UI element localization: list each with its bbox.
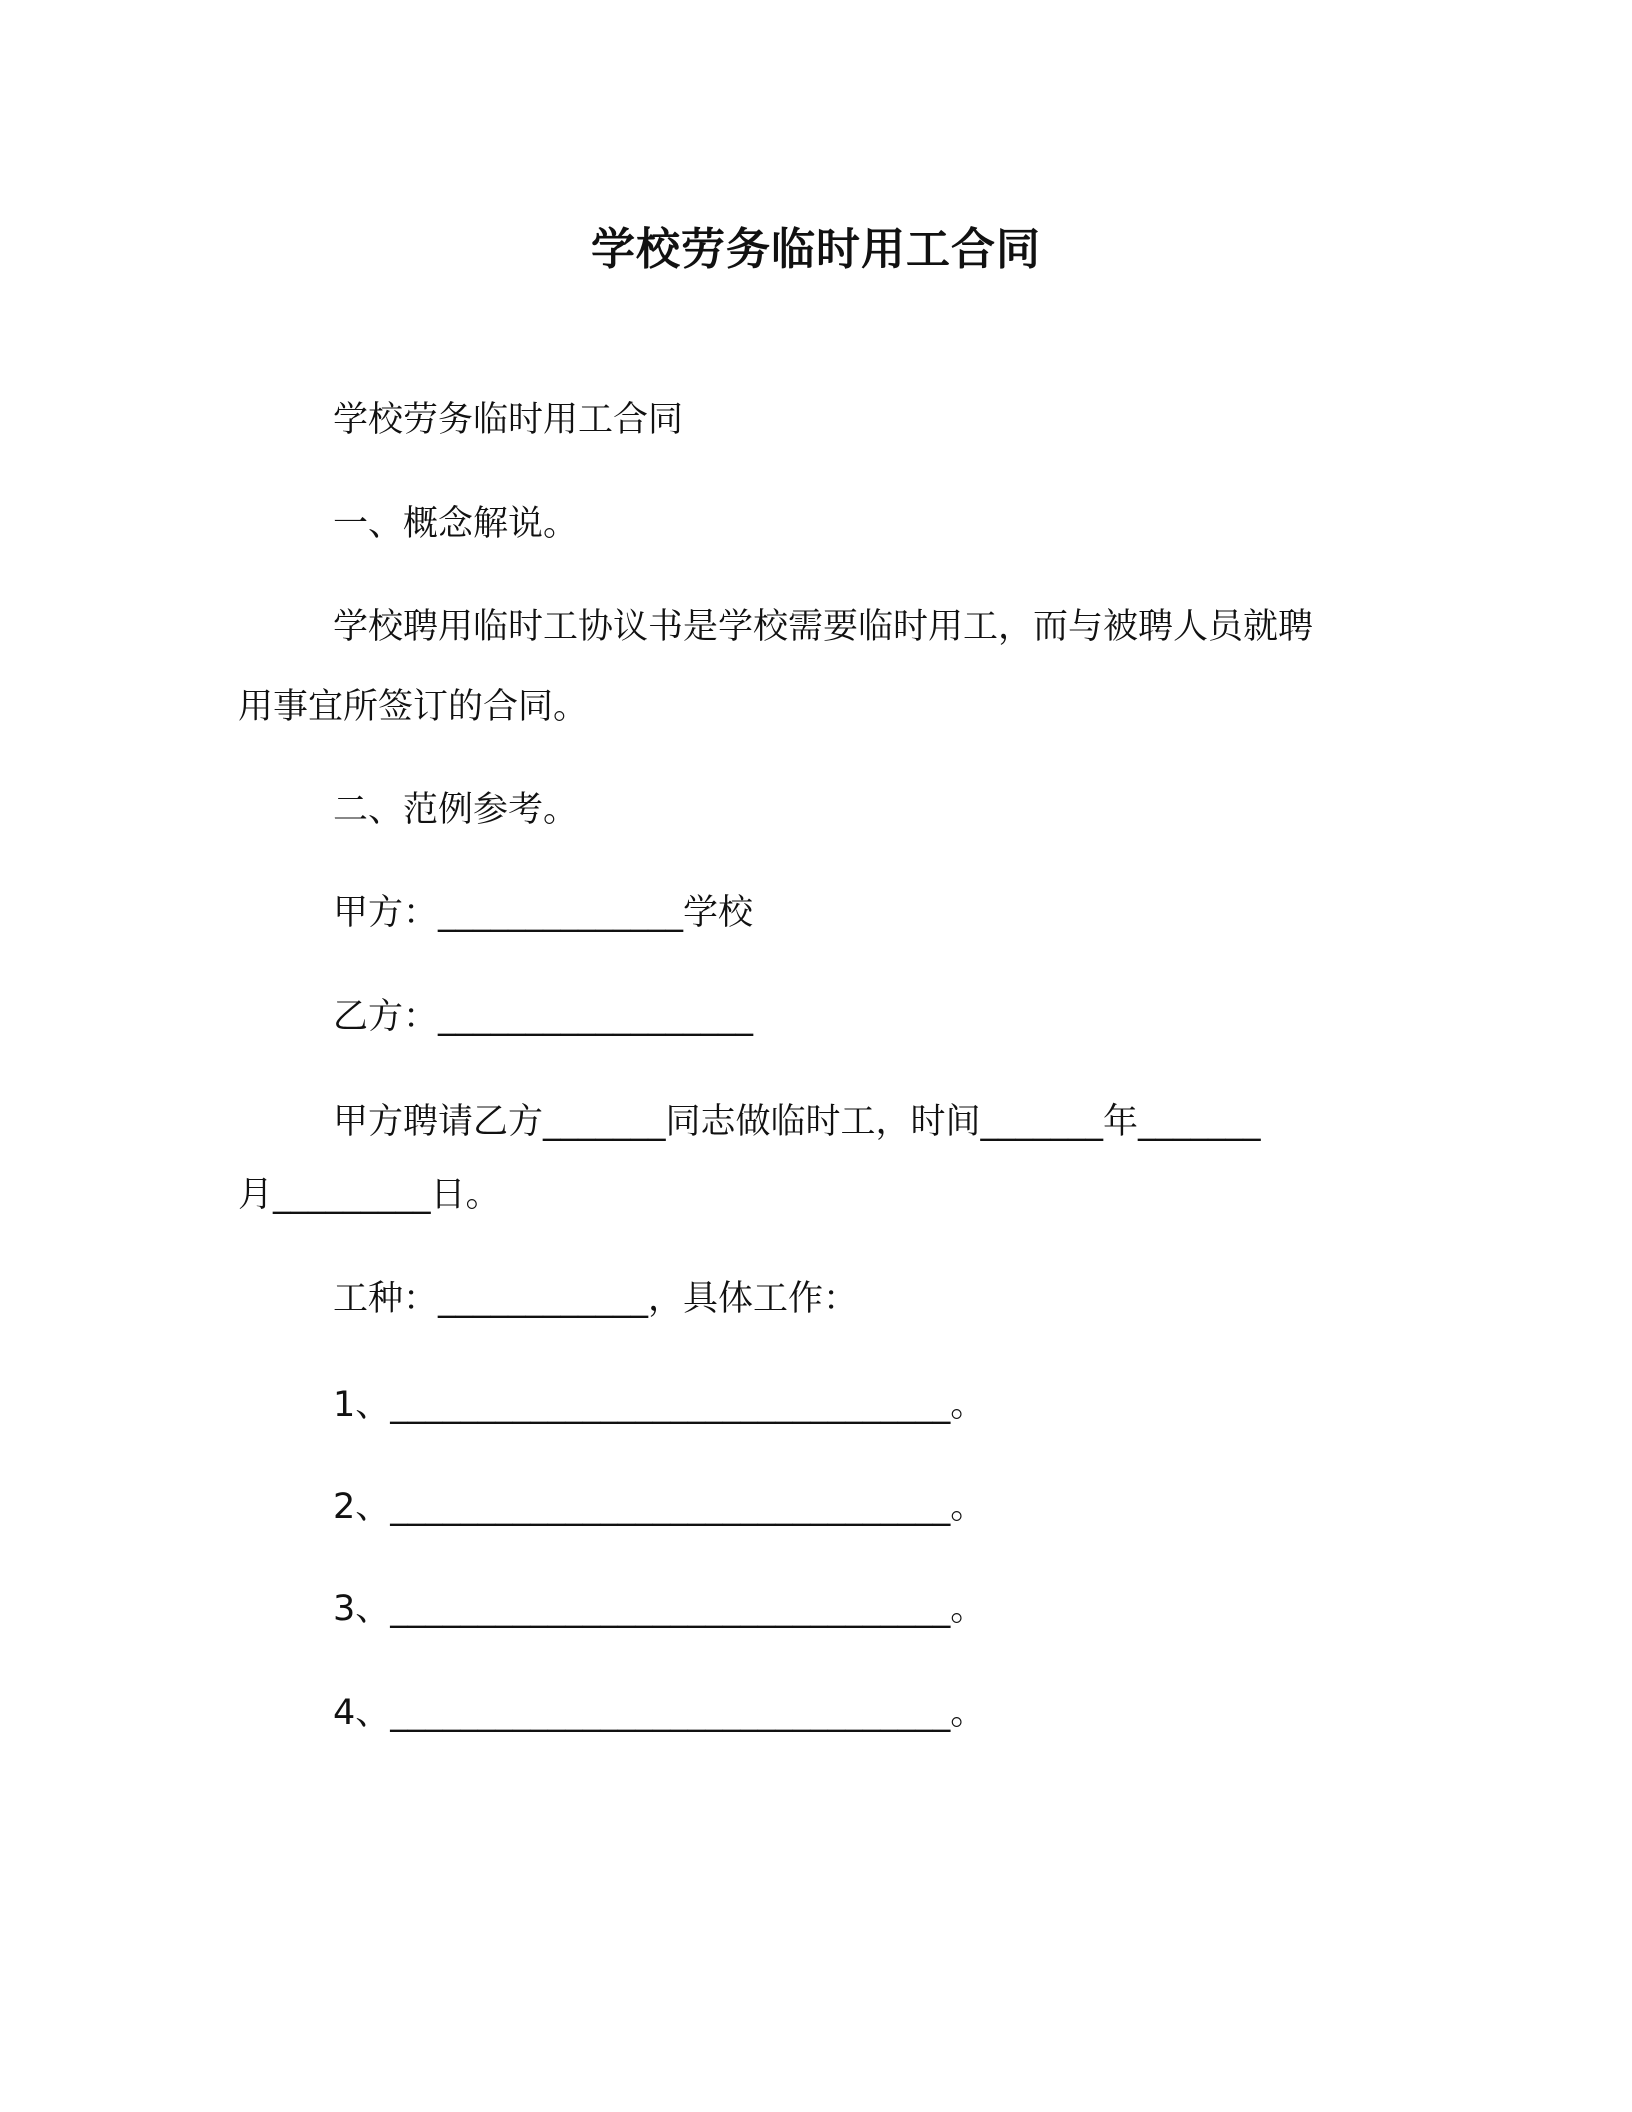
party-a-line: 甲方：______________学校 [333, 893, 754, 933]
duty-item-2: 2、________________________________。 [333, 1487, 986, 1527]
employment-line-2: 月_________日。 [238, 1175, 501, 1215]
paragraph-heading: 学校劳务临时用工合同 [333, 400, 684, 440]
party-b-line: 乙方：__________________ [333, 997, 754, 1037]
employment-line-1: 甲方聘请乙方_______同志做临时工，时间_______年_______ [333, 1102, 1261, 1142]
job-type-line: 工种：____________，具体工作： [333, 1279, 859, 1319]
definition-line-1: 学校聘用临时工协议书是学校需要临时用工，而与被聘人员就聘 [333, 607, 1314, 647]
duty-item-4: 4、________________________________。 [333, 1693, 986, 1733]
section-one-heading: 一、概念解说。 [333, 504, 579, 544]
document-title: 学校劳务临时用工合同 [591, 224, 1041, 275]
duty-item-3: 3、________________________________。 [333, 1589, 986, 1629]
duty-item-1: 1、________________________________。 [333, 1385, 986, 1425]
definition-line-2: 用事宜所签订的合同。 [238, 687, 589, 727]
section-two-heading: 二、范例参考。 [333, 790, 579, 830]
